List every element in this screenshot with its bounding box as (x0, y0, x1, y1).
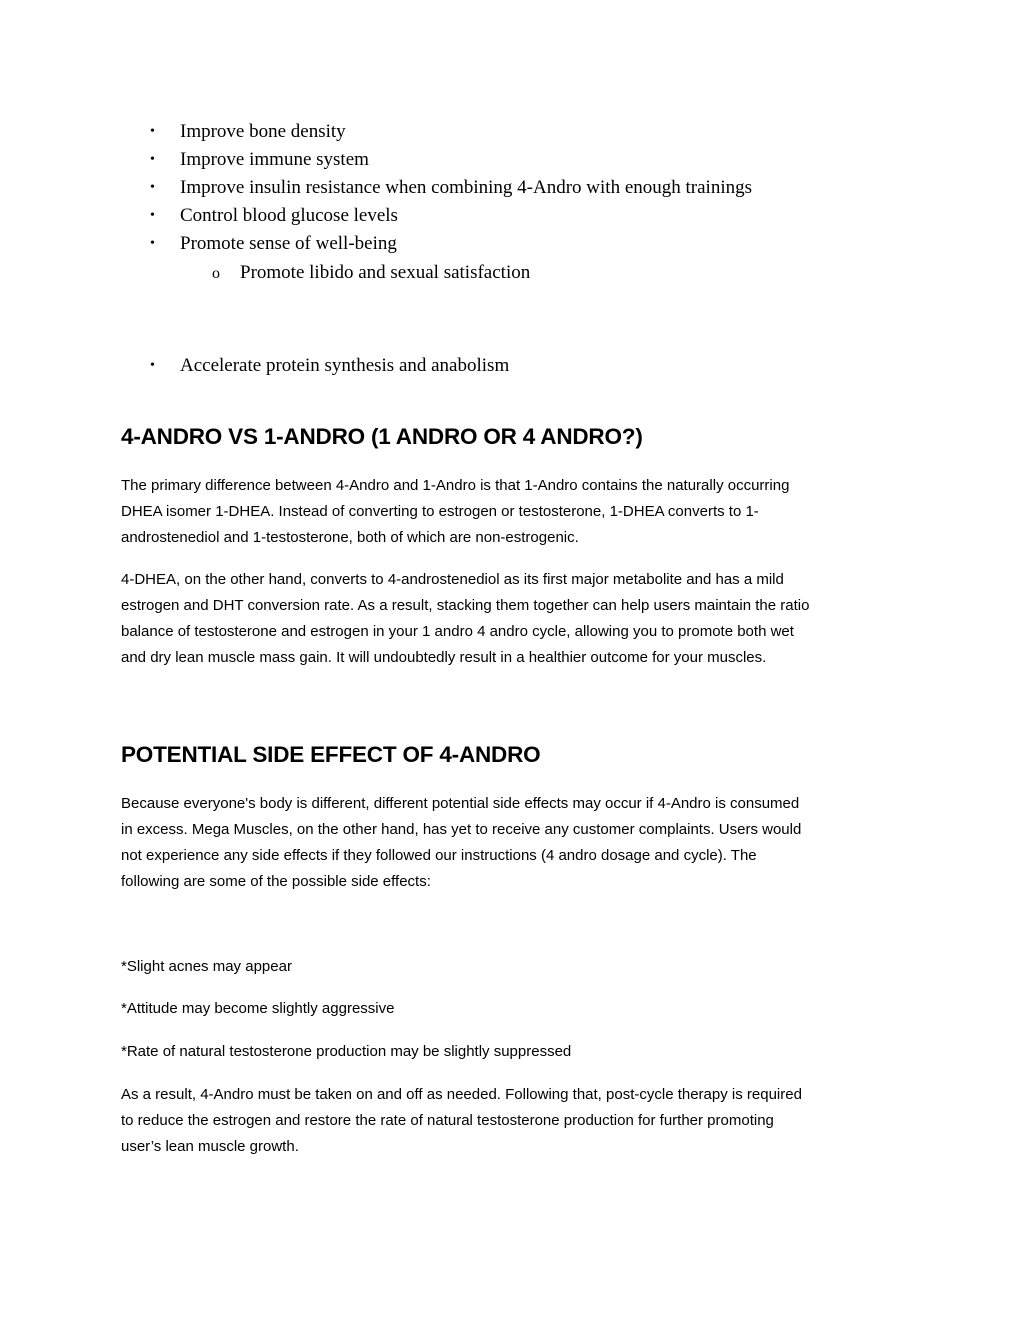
paragraph-line: to reduce the estrogen and restore the rate of natural testosterone production for further promoting (121, 1112, 774, 1129)
paragraph-line: As a result, 4-Andro must be taken on and off as needed. Following that, post-cycle therapy is required (121, 1086, 802, 1103)
paragraph-line: not experience any side effects if they followed our instructions (4 andro dosage and cycle). The (121, 847, 757, 864)
bullet-item: Improve immune system (180, 149, 369, 170)
paragraph (121, 791, 901, 895)
paragraph-line: Because everyone's body is different, different potential side effects may occur if 4-Andro is consumed (121, 795, 800, 812)
side-effect-text: *Rate of natural testosterone production may be slightly suppressed (121, 1043, 572, 1060)
paragraph-line: estrogen and DHT conversion rate. As a result, stacking them together can help users maintain the ratio (121, 597, 810, 614)
paragraph-line: balance of testosterone and estrogen in your 1 andro 4 andro cycle, allowing you to promote both wet (121, 623, 794, 640)
paragraph-line: androstenediol and 1-testosterone, both of which are non-estrogenic. (121, 529, 579, 546)
bullet-item: Improve bone density (180, 121, 346, 142)
bullet-marker: • (150, 124, 155, 139)
side-effect-text: *Slight acnes may appear (121, 958, 292, 975)
paragraph (121, 473, 901, 551)
bullet-marker: • (150, 208, 155, 223)
paragraph (121, 1082, 901, 1160)
section-heading-side-effects: POTENTIAL SIDE EFFECT OF 4-ANDRO (121, 742, 541, 767)
paragraph-line: following are some of the possible side effects: (121, 873, 431, 890)
sub-bullet-item: Promote libido and sexual satisfaction (240, 262, 531, 283)
bullet-marker: • (150, 358, 155, 373)
side-effect-text: *Attitude may become slightly aggressive (121, 1000, 395, 1017)
bullet-marker: • (150, 236, 155, 251)
side-effect-item (121, 1039, 901, 1065)
paragraph-line: The primary difference between 4-Andro and 1-Andro is that 1-Andro contains the naturally occurring (121, 477, 790, 494)
paragraph (121, 567, 901, 671)
paragraph-line: and dry lean muscle mass gain. It will undoubtedly result in a healthier outcome for your muscles. (121, 649, 767, 666)
paragraph-line: user’s lean muscle growth. (121, 1138, 299, 1155)
bullet-marker: • (150, 152, 155, 167)
bullet-item: Promote sense of well-being (180, 233, 397, 254)
bullet-item: Accelerate protein synthesis and anabolism (180, 355, 510, 376)
side-effect-item (121, 996, 901, 1022)
paragraph-line: 4-DHEA, on the other hand, converts to 4-androstenediol as its first major metabolite and has a mild (121, 571, 784, 588)
bullet-item: Improve insulin resistance when combining 4-Andro with enough trainings (180, 177, 753, 198)
sub-bullet-marker: o (212, 265, 220, 282)
bullet-item: Control blood glucose levels (180, 205, 398, 226)
paragraph-line: DHEA isomer 1-DHEA. Instead of converting to estrogen or testosterone, 1-DHEA converts to 1- (121, 503, 759, 520)
section-heading-andro-comparison: 4-ANDRO VS 1-ANDRO (1 ANDRO OR 4 ANDRO?) (121, 424, 643, 449)
side-effect-item (121, 954, 901, 980)
paragraph-line: in excess. Mega Muscles, on the other hand, has yet to receive any customer complaints. Users would (121, 821, 802, 838)
bullet-marker: • (150, 180, 155, 195)
